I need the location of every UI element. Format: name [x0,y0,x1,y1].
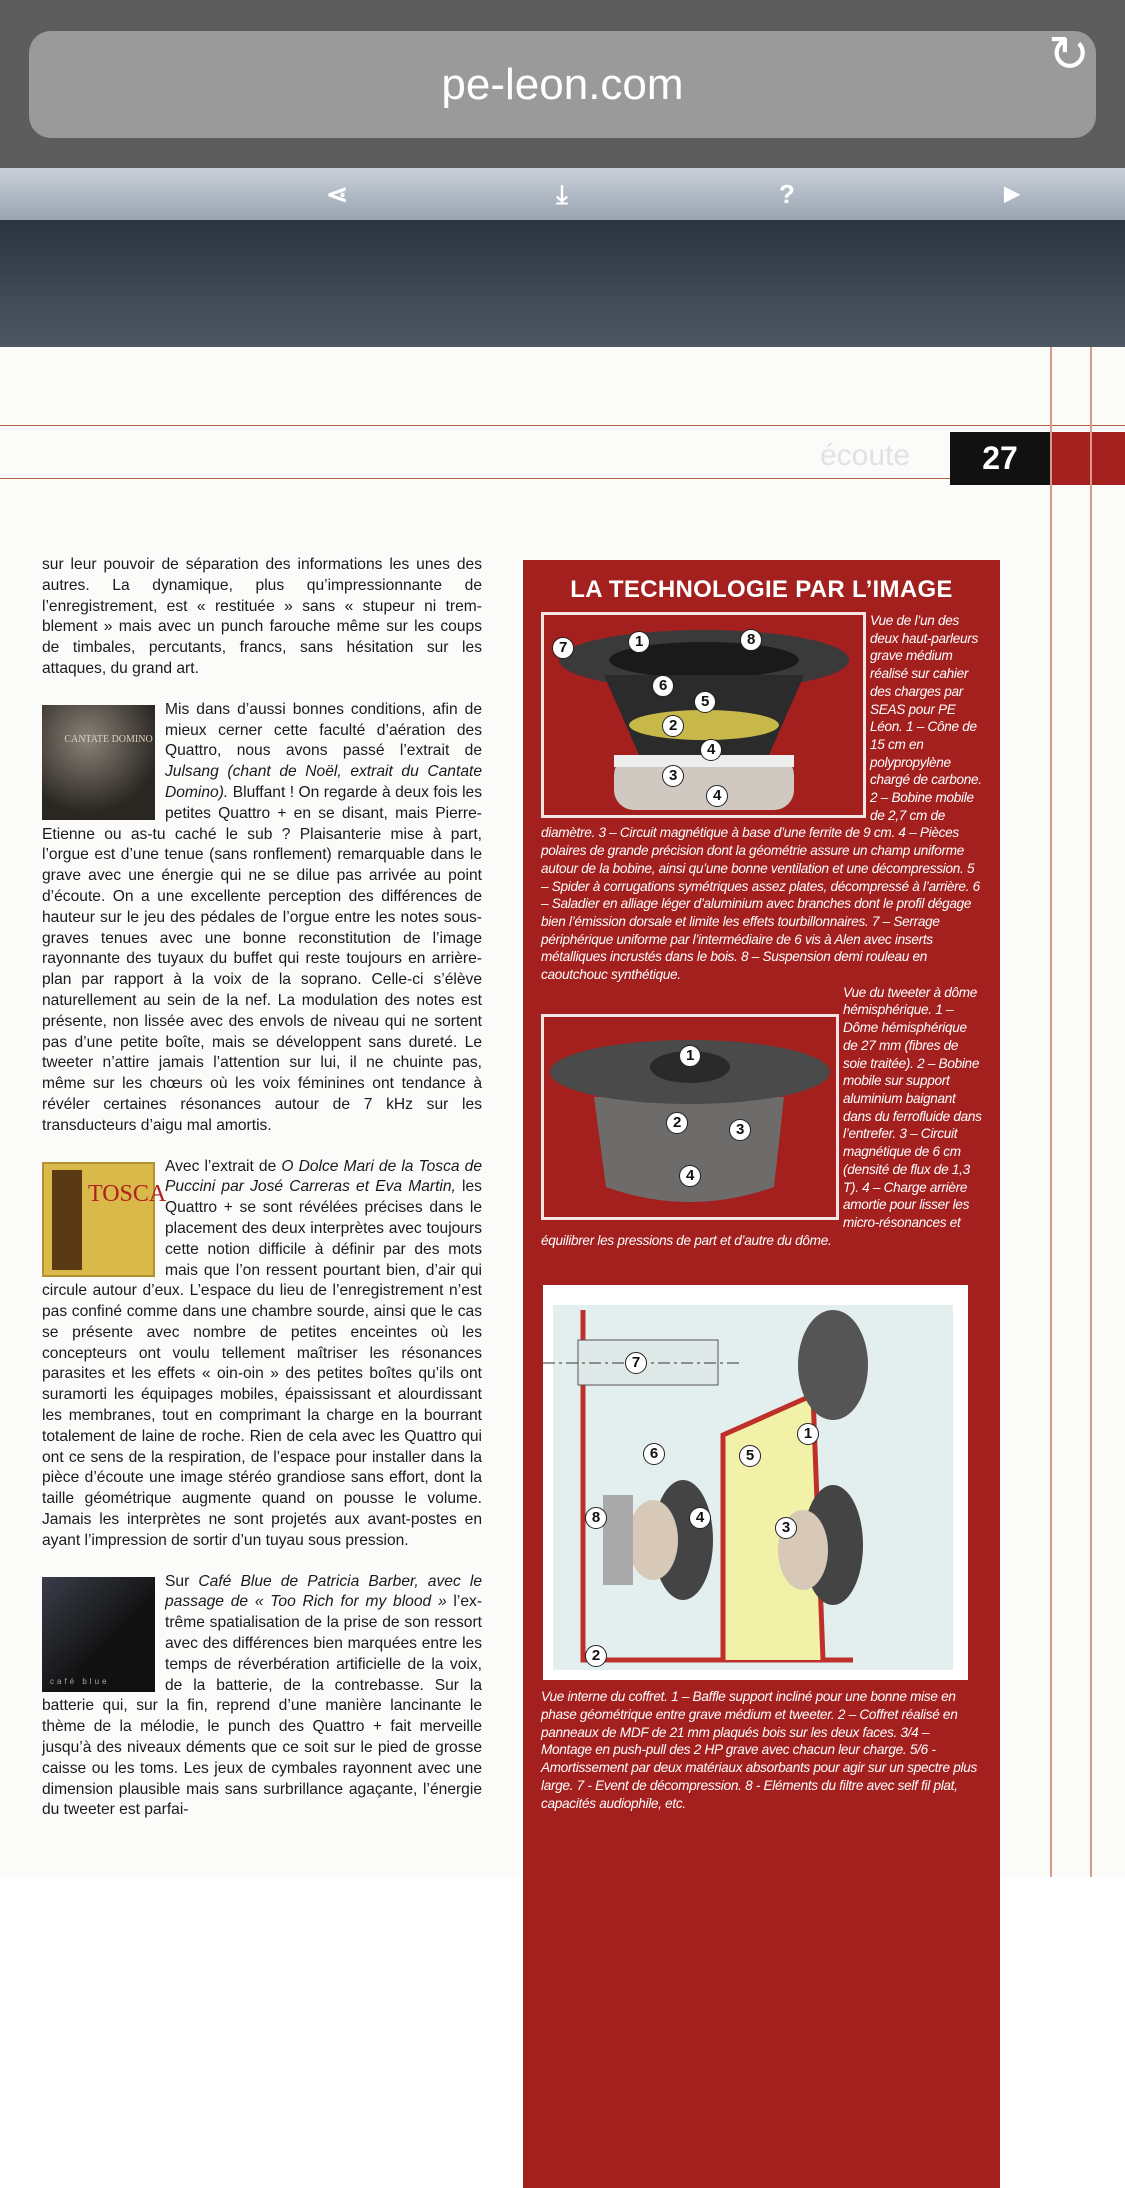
tweeter-caption: Vue du tweeter à dôme hémisphérique. 1 – Dôme hémisphérique de 27 mm (fibres de soie traitée). 2 – Bobine mobile sur support aluminium baignant dans du ferrofluide dans l’entrefer. 3 – Circuit magnétique de 6 cm (densité de flux de 1,3 T). 4 – Charge arrière amortie pour lisser les micro-résonances et équilibrer les pressions de part et d’autre du dôme. [541,984,982,1248]
woofer-photo: 1 8 7 6 5 2 4 3 4 [541,612,866,818]
album-cover-cantate-domino: CANTATE DOMINO [42,705,155,820]
header-rule-lower [0,478,950,479]
technology-sidebar [523,560,1000,2188]
viewer-header-band [0,220,1125,347]
page-number: 27 [950,432,1050,485]
page-edge-line [1090,347,1092,1877]
header-red-tab [1050,432,1125,485]
paragraph: TOSCA Avec l’extrait de O Dolce Mari de la Tosca de Puccini par José Carreras et Eva Martin, les Quattro + se sont révélées précises dans le placement des deux interprètes avec toujours cette notion difficile à définir par des mots mais que l’on ressent pourtant bien, d’air qui circule autour d’eux. L’espace du lieu de l’enregistrement n’est pas confiné comme dans une chambre sourde, ainsi que le cas se présente avec nombre de petites enceintes où les concepteurs ont voulu tellement maîtriser les résonances parasites et les effets « oin-oin » des petites boîtes qu’ils ont suramorti les équipages mobiles, épaississant et alourdissant les membranes, tout en comprimant la charge en la bourrant totalement de laine de roche. Rien de cela avec les Quattro qui ont ce sens de la respiration, de l’espace pour installer dans la pièce d’écoute une image stéréo grandiose sans effort, dont la taille géométrique augmente quand on pousse le volume. Jamais les interprètes ne sont projetés aux avant-postes en ayant l’impression de sortir d’un tuyau sous pression. [42,1157,482,1549]
share-icon[interactable]: ⋖ [326,179,348,209]
magazine-page [0,347,1125,1877]
tweeter-photo: 1 2 3 4 [541,1014,839,1220]
play-icon[interactable]: ▶ [1004,183,1020,205]
paragraph: CANTATE DOMINO Mis dans d’aussi bonnes conditions, afin de mieux cerner cette faculté d’aération des Quattro, nous avons passé l’extrait de Julsang (chant de Noël, extrait du Cantate Domino). Bluffant ! On regarde à deux fois les petites Quattro + en se disant, mais Pierre-Etienne ou as-tu caché le sub ? Plaisanterie mise à part, l’orgue est d’une tenue (sans ronflement) remarquable dans le grave avec une énergie qui ne se dilue pas arrivée au point d’écoute. On a une excellente perception des différences de hauteur sur le jeu des pédales de l’orgue entre les notes sous-graves tenues avec une bonne reconstitution de l’image rayonnante des tuyaux du buffet qui reste toujours en arrière-plan par rapport à la voix de la soprano. Celle-ci s’élève naturellement au sein de la nef. La modulation des notes est présente, non lissée avec des envols de niveau qui ne sortent pas d’une petite boîte, mais se développent sans dureté. Le tweeter n’attire jamais l’attention sur lui, il ne chuinte pas, même sur les chœurs où les voix féminines ont tendance à révéler certaines résonances autour de 7 kHz sur les transducteurs d’aigu mal amortis. [42,700,482,1134]
sidebar-title: LA TECHNOLOGIE PAR L’IMAGE [570,576,953,603]
album-cover-tosca: TOSCA [42,1162,155,1277]
viewer-toolbar [0,168,1125,220]
browser-address-bar-area [0,0,1125,168]
url-field[interactable] [29,31,1096,138]
article-column [42,555,482,1841]
album-cover-cafe-blue: café blue [42,1577,155,1692]
woofer-caption: Vue de l’un des deux haut-parleurs grave médium réalisé sur cahier des charges par SEAS pour PE Léon. 1 – Cône de 15 cm en polypropylène chargé de carbone. 2 – Bobine mobile de 2,7 cm de diamètre. 3 – Circuit magnétique à base d’une ferrite de 9 cm. 4 – Pièces polaires de grande précision dont la géométrie assure un champ uniforme autour de la bobine, ainsi qu’une bonne ventilation et une décompression. 5 – Spider à corrugations symétriques assez plates, décompressé à l’arrière. 6 – Saladier en alliage léger d’aluminium avec branches dont le profil dégage bien l’émission dorsale et limite les effets tourbillonnaires. 7 – Serrage périphérique uniforme par l’intermédiaire de 6 vis à Alen avec inserts métalliques incrustés dans le bois. 8 – Suspension demi rouleau en caoutchouc synthétique. [541,613,982,983]
enclosure-cutaway-diagram: 7 1 6 5 4 3 8 2 [543,1285,968,1680]
enclosure-caption: Vue interne du coffret. 1 – Baffle support incliné pour une bonne mise en phase géométrique entre grave médium et tweeter. 2 – Coffret réalisé en panneaux de MDF de 21 mm plaqués bois sur les deux faces. 3/4 – Montage en push-pull des 2 HP grave avec chacun leur charge. 5/6 - Amortissement par deux matériaux absorbants pour agir sur un spectre plus large. 7 - Event de décompression. 8 - Eléments du filtre avec self fil plat, capacités audiophile, etc. [541,1689,977,1811]
header-rule [0,425,1125,426]
section-label: écoute [820,439,911,472]
paragraph: café blue Sur Café Blue de Patricia Barber, avec le passage de « Too Rich for my blood » l’extrême spatialisation de la prise de son ressort avec des différences bien marquées entre les temps de réverbération artificielle de la voix, de la batterie, de la contrebasse. Sur la batterie qui, sur la fin, reprend d’une manière lancinante le thème de la mélodie, le punch des Quattro + fait merveille jusqu’à des niveaux déments que ce soit sur le pied de grosse caisse ou les toms. Les jeux de cymbales rayonnent avec une dimension plausible mais sans surbrillance agaçante, l’énergie du tweeter est parfai- [42,1572,483,1819]
url-text: pe-leon.com [441,60,684,109]
help-icon[interactable]: ? [779,179,795,209]
reload-icon[interactable]: ↻ [1048,26,1090,82]
download-icon[interactable]: ⤓ [556,179,568,209]
page-edge-line [1050,347,1052,1877]
paragraph: sur leur pouvoir de séparation des informations les unes des autres. La dynamique, plus qu’impressionnante de l’enregistrement, est « restituée » sans « stupeur ni tremblement » mais avec un punch farouche même sur les coups de timbales, percutants, francs, sans hésitation sur les attaques, du grand art. [42,556,482,677]
